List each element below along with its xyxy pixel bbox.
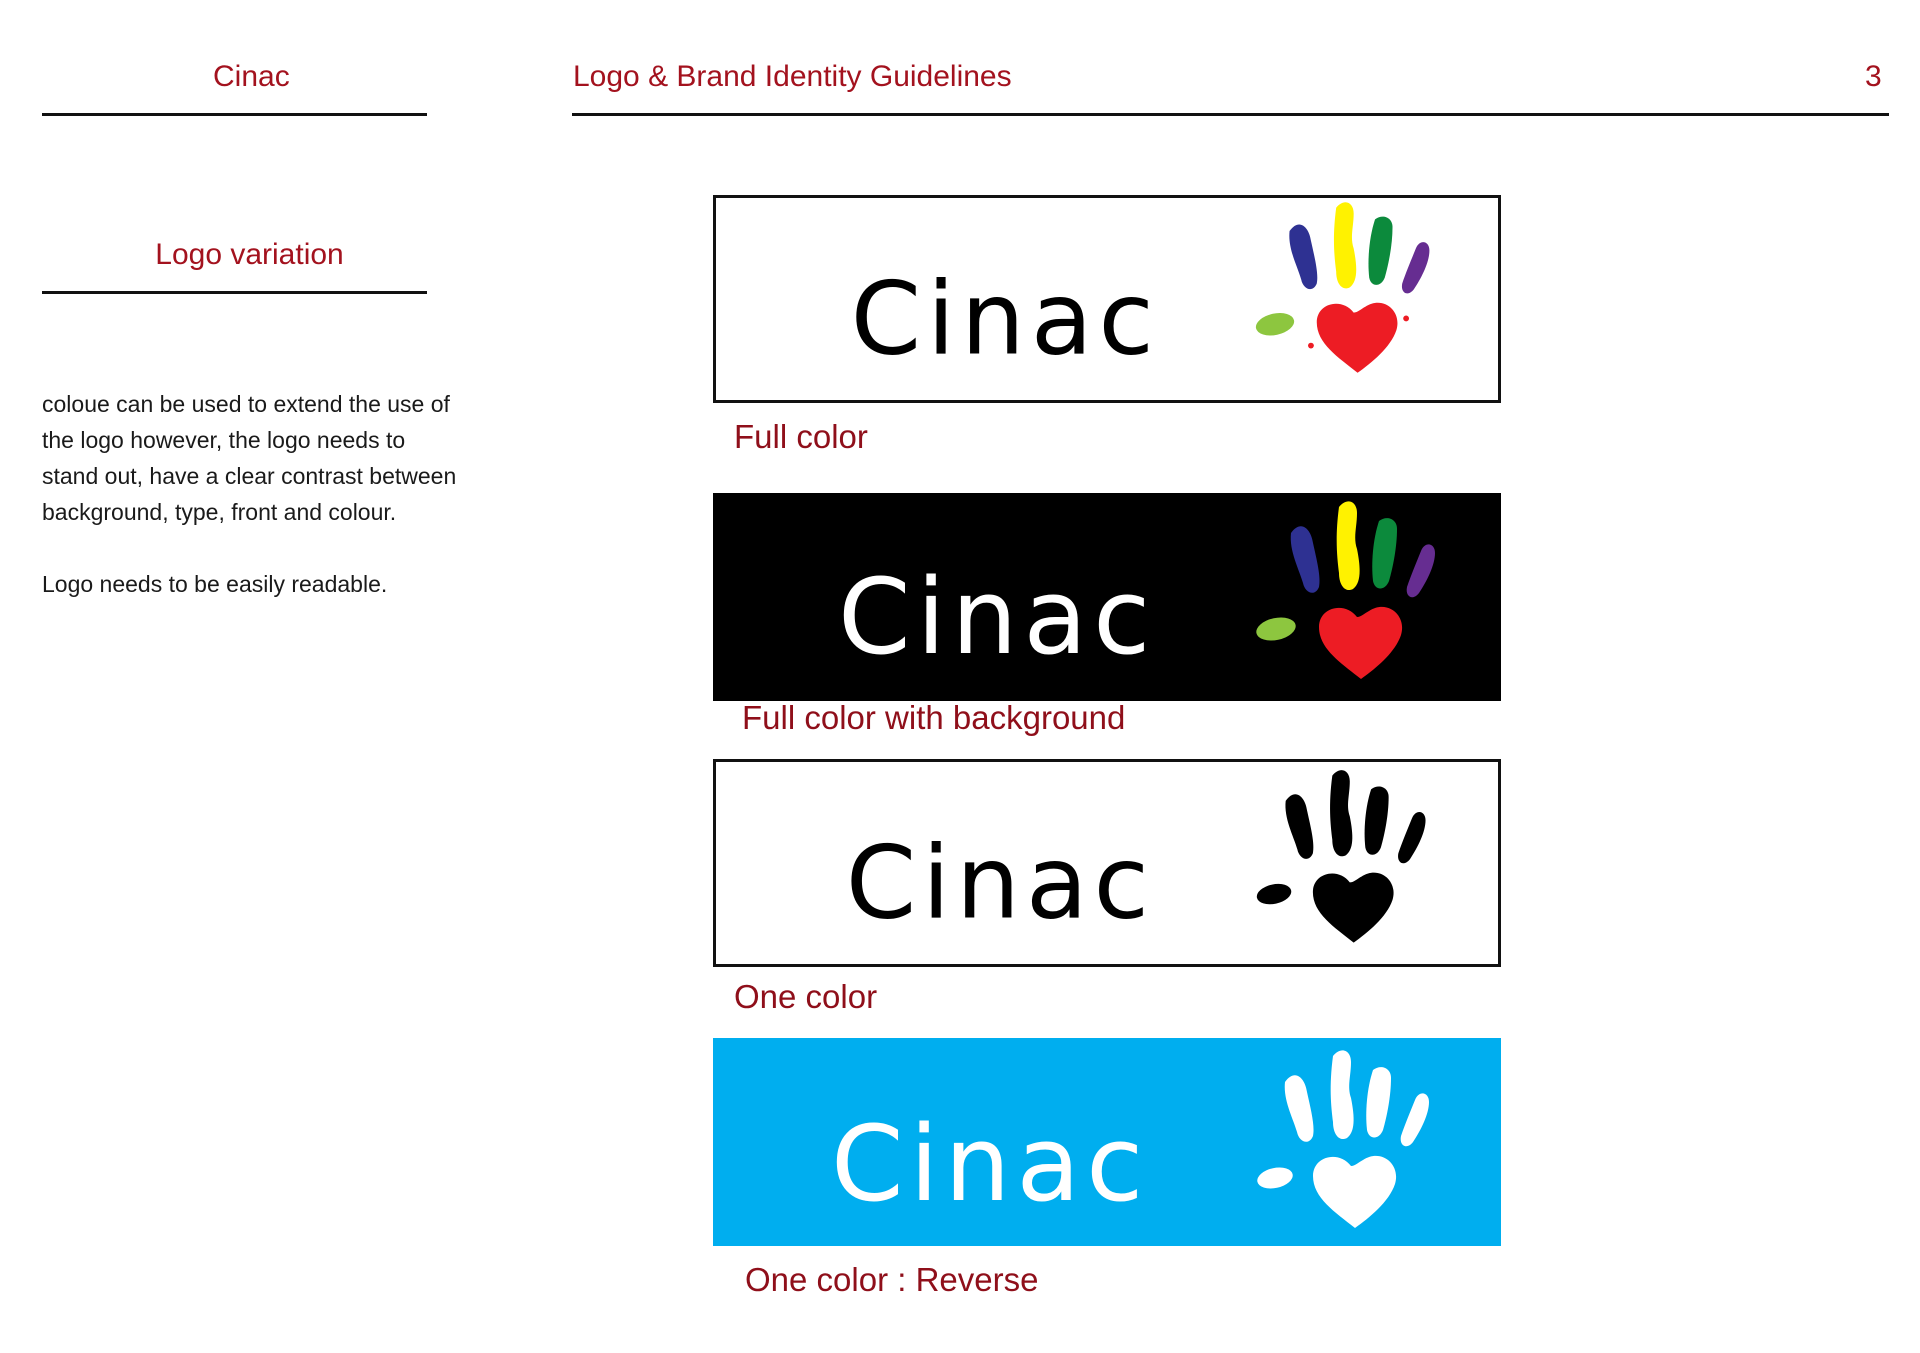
heart-palm — [1319, 607, 1402, 679]
logo-variant-full-color — [713, 195, 1501, 403]
finger-3 — [1365, 786, 1389, 854]
thumb-print — [1255, 881, 1293, 907]
finger-blue — [1289, 224, 1317, 289]
logo-variant-one-color-reverse — [713, 1038, 1501, 1246]
finger-yellow — [1334, 202, 1356, 288]
finger-purple — [1407, 544, 1435, 597]
caption-one-color: One color — [734, 978, 878, 1015]
print-dot — [1403, 316, 1409, 322]
finger-4 — [1398, 812, 1425, 863]
header-title-rule — [572, 113, 1889, 116]
thumb-print — [1255, 1164, 1294, 1191]
body-paragraph-1: coloue can be used to extend the use of the logo however, the logo needs to stand out, have a clear contrast between background, type, front and colour. — [42, 391, 457, 525]
section-title: Logo variation — [155, 238, 344, 271]
logo-wordmark: Cinac — [831, 1103, 1150, 1225]
caption-one-color-reverse: One color : Reverse — [745, 1261, 1039, 1298]
section-body — [42, 386, 462, 638]
handprint-heart-icon — [1255, 1050, 1429, 1228]
finger-2 — [1331, 1050, 1354, 1139]
logo-full-color-bg-art — [713, 493, 1501, 701]
body-paragraph-2: Logo needs to be easily readable. — [42, 571, 388, 597]
finger-2 — [1330, 770, 1352, 856]
logo-one-color-reverse-art — [713, 1038, 1501, 1246]
caption-full-color-background: Full color with background — [742, 699, 1126, 736]
finger-1 — [1285, 1075, 1314, 1142]
handprint-heart-icon — [1254, 501, 1435, 679]
logo-variant-full-color-background — [713, 493, 1501, 701]
logo-wordmark: Cinac — [845, 823, 1155, 942]
finger-1 — [1285, 794, 1313, 859]
finger-purple — [1402, 242, 1429, 293]
finger-green — [1372, 518, 1397, 588]
print-dot — [1308, 343, 1314, 349]
thumb-print — [1254, 614, 1298, 644]
finger-blue — [1291, 526, 1320, 593]
thumb-print — [1254, 310, 1296, 339]
finger-yellow — [1337, 501, 1360, 590]
heart-palm — [1313, 1156, 1396, 1228]
finger-green — [1368, 217, 1392, 285]
logo-full-color-art — [716, 198, 1498, 400]
page-number: 3 — [1865, 60, 1882, 93]
heart-palm — [1313, 873, 1394, 943]
logo-one-color-art — [716, 762, 1498, 964]
header-brand: Cinac — [213, 60, 290, 93]
finger-4 — [1401, 1093, 1429, 1146]
header-doc-title: Logo & Brand Identity Guidelines — [573, 60, 1012, 93]
logo-wordmark: Cinac — [850, 259, 1160, 378]
section-title-rule — [42, 291, 427, 294]
header-brand-rule — [42, 113, 427, 116]
handprint-heart-icon — [1254, 202, 1430, 373]
logo-wordmark: Cinac — [838, 556, 1157, 678]
heart-palm — [1317, 303, 1398, 373]
handprint-heart-icon — [1255, 770, 1426, 943]
finger-3 — [1366, 1067, 1391, 1137]
logo-variant-one-color — [713, 759, 1501, 967]
caption-full-color: Full color — [734, 418, 868, 455]
